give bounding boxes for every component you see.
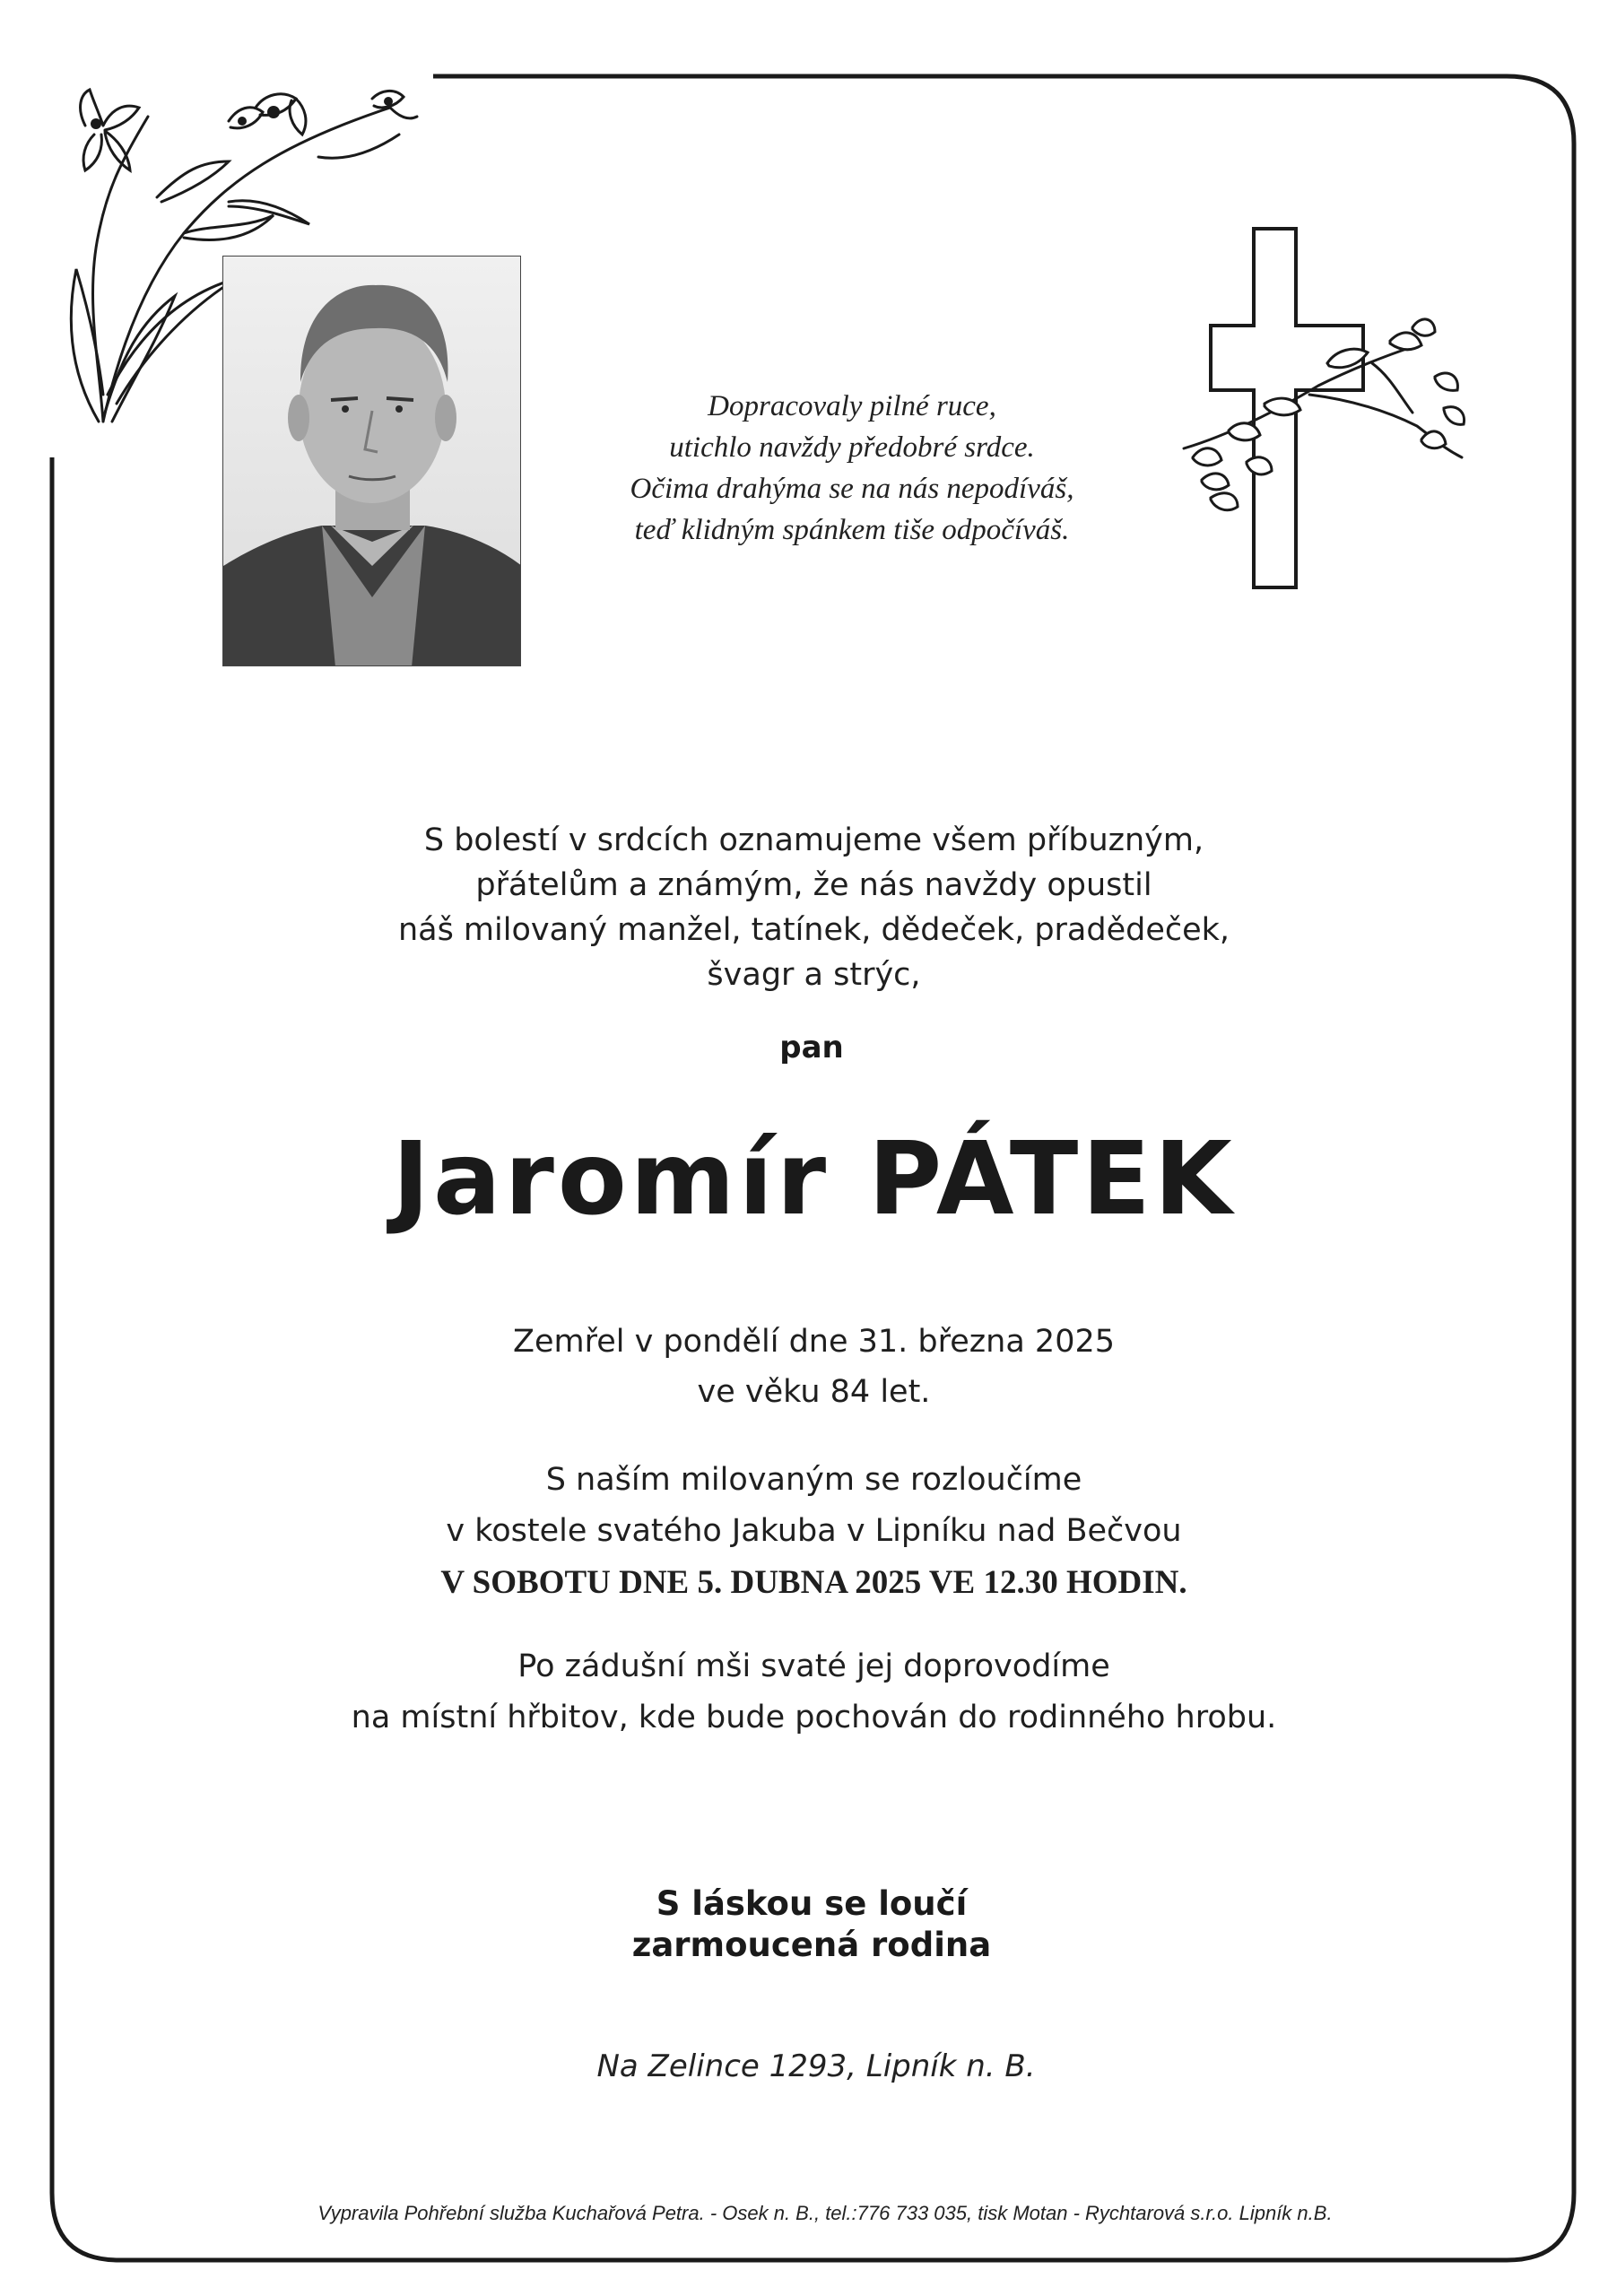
farewell-line: S naším milovaným se rozloučíme [545,1462,1082,1498]
signature-line: zarmoucená rodina [631,1926,992,1964]
poem-line: Očima drahýma se na nás nepodíváš, [630,473,1074,505]
burial-line: Po zádušní mši svaté jej doprovodíme [517,1648,1110,1684]
poem-line: teď klidným spánkem tiše odpočíváš. [634,514,1070,546]
farewell-location: v kostele svatého Jakuba v Lipníku nad Bečvou [446,1513,1182,1549]
announcement-line: náš milovaný manžel, tatínek, dědeček, pradědeček, [397,912,1230,948]
signature-line: S láskou se loučí [656,1884,968,1923]
poem-line: utichlo navždy předobré srdce. [669,431,1035,464]
title-word: pan [779,1030,844,1065]
announcement-line: S bolestí v srdcích oznamujeme všem příbuzným, [423,822,1204,858]
footer-credit: Vypravila Pohřební služba Kuchařová Petra. - Osek n. B., tel.:776 733 035, tisk Motan - Rychtarová s.r.o. Lipník n.B. [317,2202,1333,2224]
address: Na Zelince 1293, Lipník n. B. [596,2048,1036,2084]
farewell-datetime: V SOBOTU DNE 5. DUBNA 2025 VE 12.30 HODIN. [440,1564,1187,1601]
signature [448,1883,1175,1966]
cross-with-branch-icon [1175,220,1498,596]
farewell-info [269,1455,1359,1608]
death-info [269,1317,1359,1417]
death-date: Zemřel v pondělí dne 31. března 2025 [513,1324,1115,1360]
poem [538,386,1166,551]
death-age: ve věku 84 let. [697,1374,931,1410]
announcement-text [269,818,1359,997]
burial-info [269,1641,1359,1744]
deceased-photo [222,256,521,666]
burial-line: na místní hřbitov, kde bude pochován do rodinného hrobu. [351,1700,1277,1735]
deceased-name: Jaromír PÁTEK [392,1121,1236,1238]
announcement-line: přátelům a známým, že nás navždy opustil [475,867,1152,903]
poem-line: Dopracovaly pilné ruce, [708,390,996,422]
announcement-line: švagr a strýc, [707,957,921,993]
